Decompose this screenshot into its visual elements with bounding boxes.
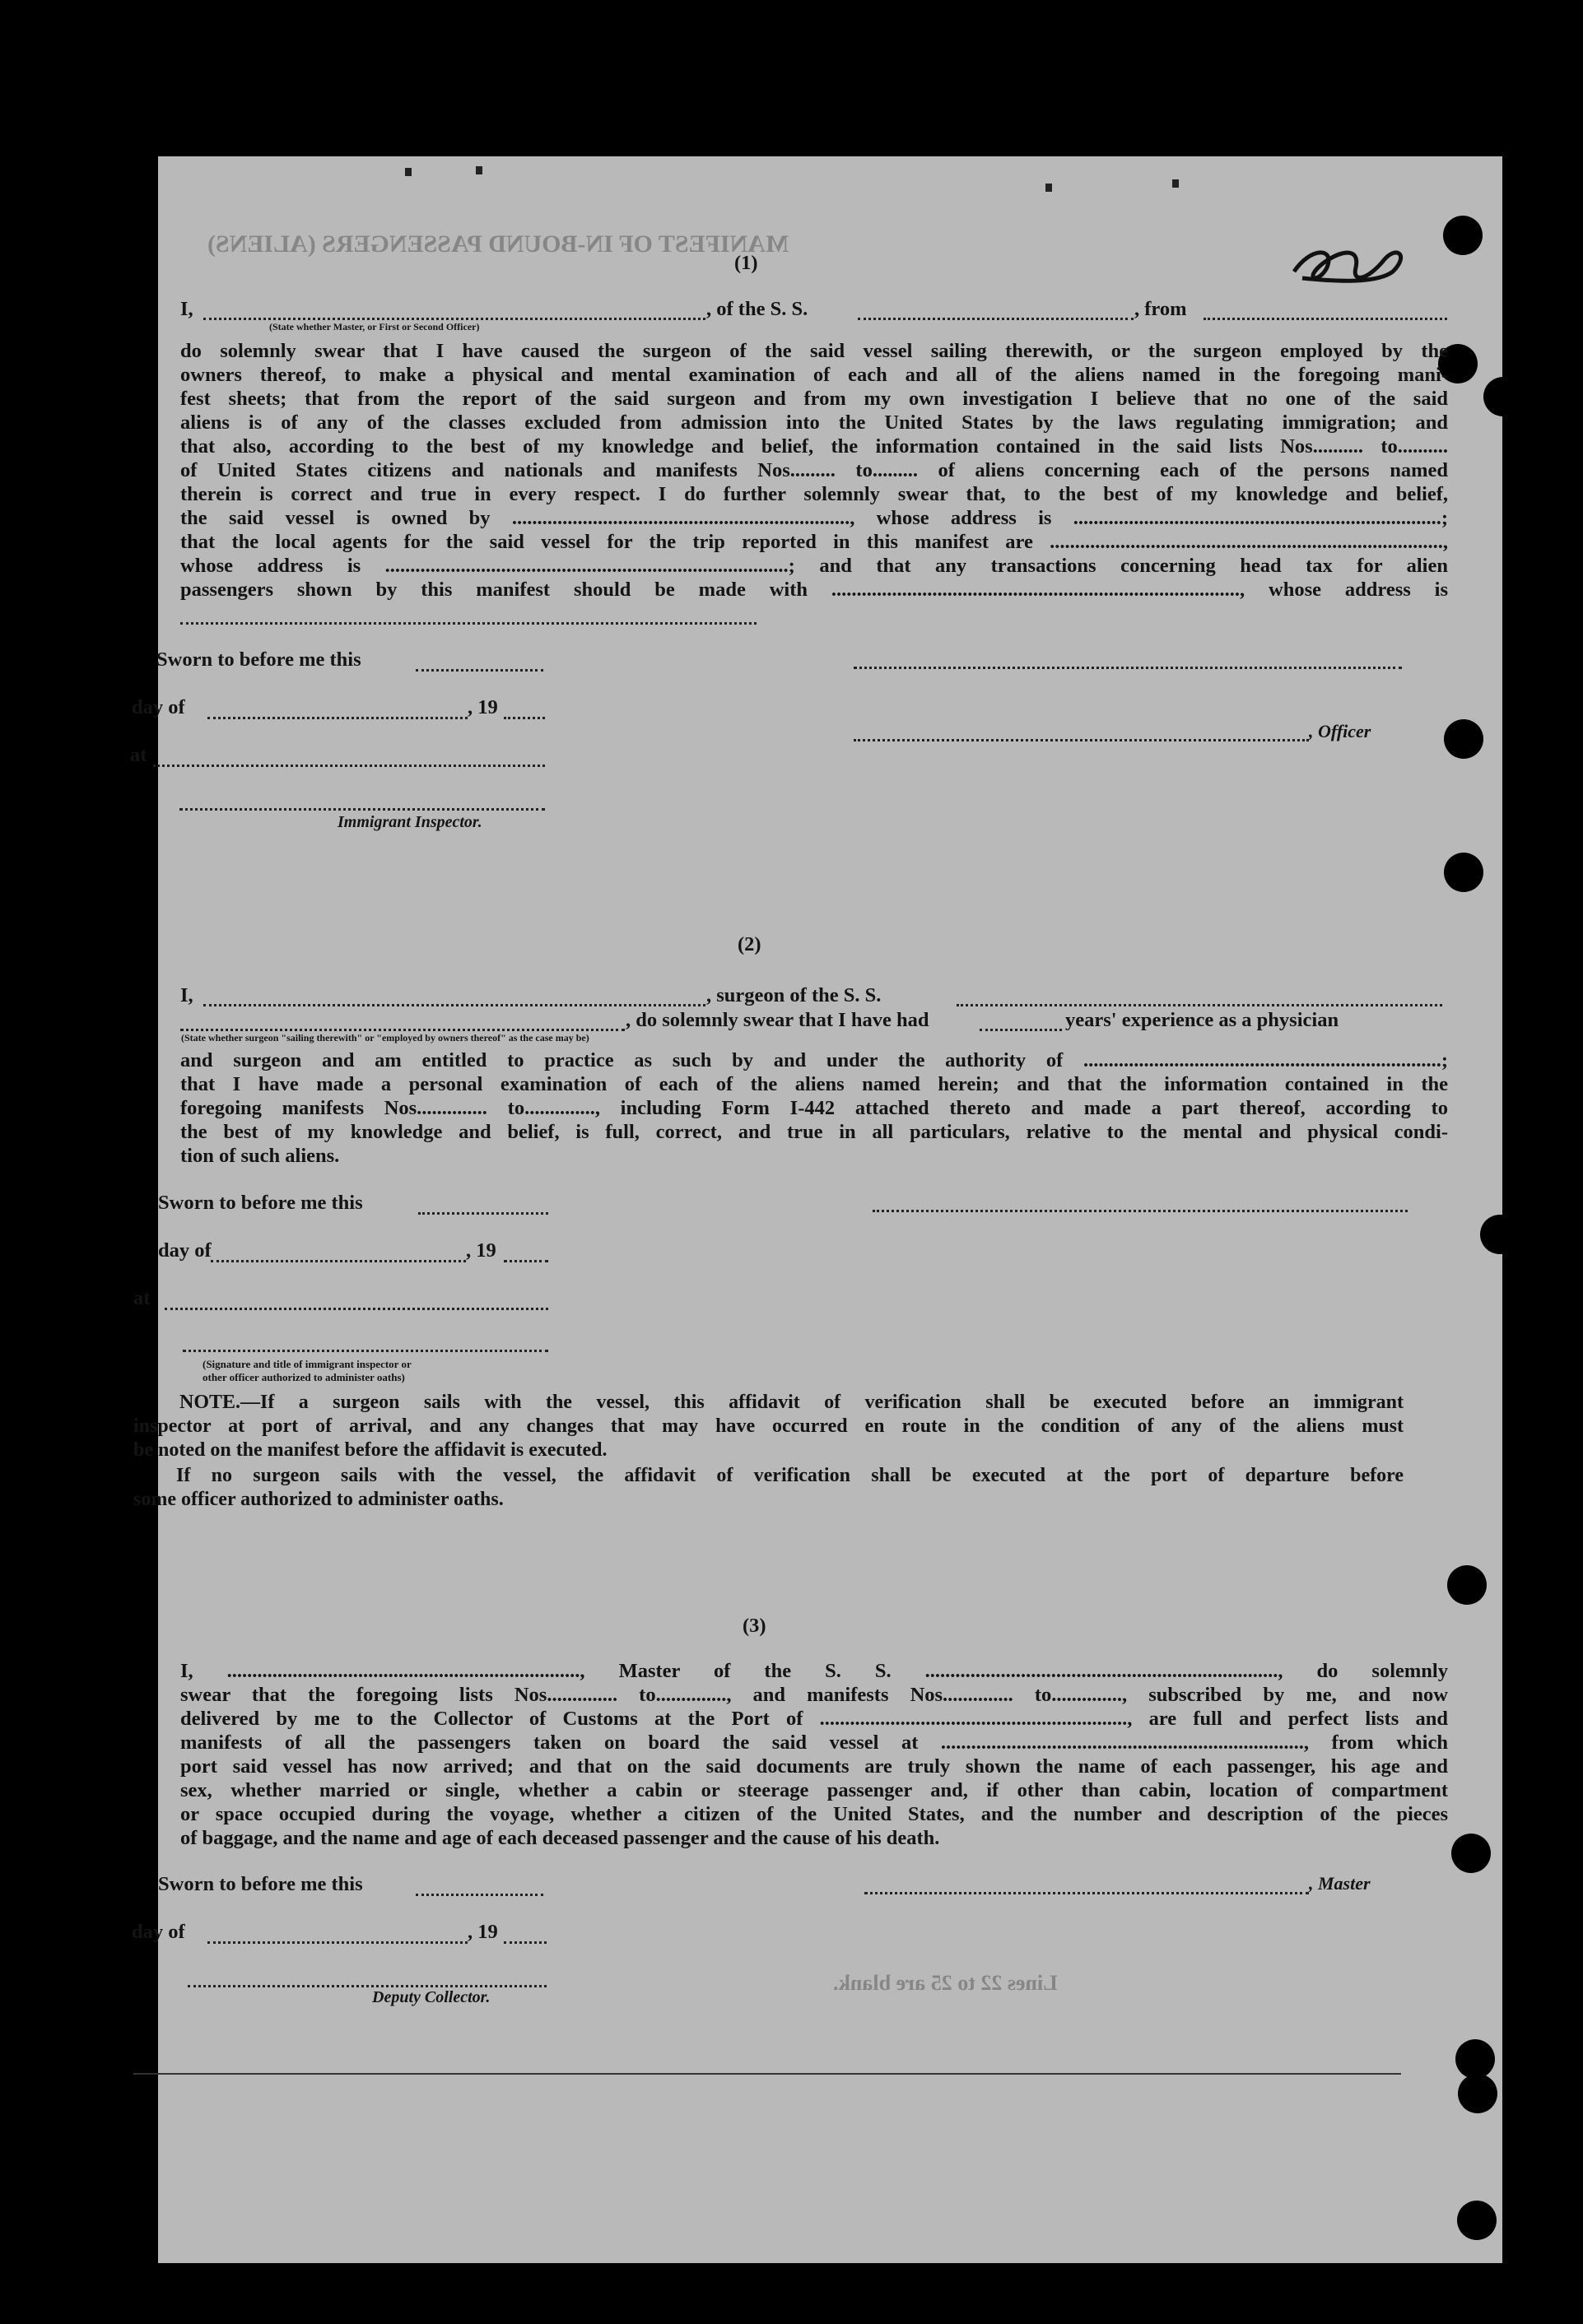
section-3-line: delivered by me to the Collector of Customs at the Port of ............................................................., are full and perfect lists and (180, 1708, 1448, 1730)
from-label: , from (1134, 298, 1187, 320)
month-blank-3 (207, 1941, 468, 1944)
section-1-line: that the local agents for the said vessel for the trip reported in this manifest are .............................................................................., (180, 531, 1448, 553)
officer-sig-blank-a (854, 667, 1402, 669)
note-line: NOTE.—If a surgeon sails with the vessel, this affidavit of verification shall be executed before an immigrant (179, 1392, 1404, 1413)
month-blank-1 (207, 717, 468, 719)
day-of-label-2: day of (158, 1239, 212, 1262)
section-3-line: swear that the foregoing lists Nos.............. to.............., and manifests Nos.............. to.............., subscribed by me, and now (180, 1684, 1448, 1706)
at-blank-2 (165, 1308, 548, 1310)
surgeon-note: (State whether surgeon "sailing therewith" or "employed by owners thereof" as the case may be) (181, 1032, 589, 1043)
section-1-line: passengers shown by this manifest should be made with ................................................................................., whose address is (180, 579, 1448, 601)
bleed-through-header: MANIFEST OF IN-BOUND PASSENGERS (ALIENS) (207, 230, 789, 258)
punch-hole-8 (1451, 1834, 1491, 1873)
section-3-line: or space occupied during the voyage, whether a citizen of the United States, and the number and description of the pieces (180, 1803, 1448, 1825)
ink-mark (405, 168, 412, 176)
punch-hole-6 (1480, 1215, 1520, 1254)
punch-hole-9 (1455, 2039, 1495, 2079)
section-2-line: tion of such aliens. (180, 1145, 340, 1167)
section-1-line: do solemnly swear that I have caused the surgeon of the said vessel sailing therewith, or the surgeon employed by the (180, 340, 1448, 362)
ink-mark (1172, 179, 1179, 188)
at-label-2: at (133, 1287, 151, 1309)
year-label-1: , 19 (468, 696, 498, 718)
ink-mark (476, 166, 482, 174)
year-label-2: , 19 (466, 1239, 496, 1262)
surgeon-sig-blank (873, 1210, 1408, 1212)
section-1-line: aliens is of any of the classes excluded from admission into the United States by the laws regulating immigration; and (180, 411, 1448, 434)
punch-hole-3 (1483, 377, 1523, 416)
at-blank-1 (153, 765, 545, 767)
ink-mark (1045, 184, 1052, 192)
note2-paragraph-cont (133, 1488, 1404, 1512)
note2-line: If no surgeon sails with the vessel, the affidavit of verification shall be executed at the port of departure before (176, 1465, 1404, 1486)
surgeon-vessel-blank (957, 1004, 1442, 1006)
deputy-sig-line (188, 1985, 547, 1987)
year-blank-1 (504, 717, 545, 719)
punch-hole-11 (1457, 2201, 1497, 2240)
note2-paragraph (176, 1464, 1404, 1488)
section-3-body (180, 1659, 1448, 1850)
sworn-label-1: Sworn to before me this (156, 648, 361, 671)
master-label: , Master (1309, 1873, 1371, 1894)
section-1-i: I, (180, 298, 193, 320)
month-blank-2 (211, 1260, 466, 1262)
bleed-through-note: Lines 22 to 25 are blank. (833, 1971, 1058, 1995)
years-blank (980, 1029, 1062, 1031)
master-sig-blank (864, 1892, 1309, 1894)
sworn-label-3: Sworn to before me this (158, 1873, 363, 1895)
punch-hole-4 (1444, 719, 1483, 759)
section-1-line: of United States citizens and nationals and manifests Nos......... to......... of aliens concerning each of the persons named (180, 459, 1448, 481)
surgeon-of-label: , surgeon of the S. S. (706, 984, 882, 1006)
officer-label: , Officer (1309, 721, 1371, 741)
year-label-3: , 19 (468, 1921, 498, 1943)
section-2-line: the best of my knowledge and belief, is full, correct, and true in all particulars, relative to the mental and physical condi- (180, 1121, 1448, 1143)
bottom-rule (133, 2073, 1401, 2075)
officer-blank (203, 318, 705, 320)
inspector-signature-line (179, 808, 545, 811)
officer-sig-blank-b (854, 739, 1309, 741)
vessel-name-blank (858, 318, 1134, 320)
section-1-line: the said vessel is owned by ..................................................................., whose address is .........................................................................; (180, 507, 1448, 529)
handwritten-initials (1286, 239, 1418, 288)
punch-hole-1 (1443, 216, 1483, 255)
section-2-line: foregoing manifests Nos.............. to.............., including Form I-442 attached thereto and made a part thereof, according to (180, 1097, 1448, 1119)
section-3-number: (3) (743, 1615, 766, 1637)
section-3-line: sex, whether married or single, whether a cabin or steerage passenger and, if other than cabin, location of compartment (180, 1779, 1448, 1801)
sworn-date-blank-3 (416, 1894, 543, 1896)
section-3-line: manifests of all the passengers taken on board the said vessel at ........................................................................, from which (180, 1731, 1448, 1754)
section-1-line: therein is correct and true in every respect. I do further solemnly swear that, to the best of my knowledge and belief, (180, 483, 1448, 505)
from-port-blank (1204, 318, 1447, 320)
at-label-1: at (130, 744, 147, 766)
of-the-ss-label: , of the S. S. (706, 298, 808, 320)
sworn-label-2: Sworn to before me this (158, 1192, 363, 1214)
section-2-number: (2) (738, 933, 761, 955)
section-2-i: I, (180, 984, 193, 1006)
surgeon-name-blank (203, 1004, 705, 1006)
section-2-line: and surgeon and am entitled to practice as such by and under the authority of .......................................................................; (180, 1049, 1448, 1071)
sig-note-line-1: (Signature and title of immigrant inspector or (203, 1358, 412, 1370)
deputy-collector-label: Deputy Collector. (372, 1988, 491, 2006)
inspector-sig-line-2 (183, 1350, 548, 1352)
section-2-line: that I have made a personal examination of each of the aliens named herein; and that the information contained in the (180, 1073, 1448, 1095)
section-1-number: (1) (734, 252, 758, 274)
section-1-line: fest sheets; that from the report of the said surgeon and from my own investigation I believe that no one of the said (180, 388, 1448, 410)
year-blank-2 (504, 1260, 548, 1262)
note-line: inspector at port of arrival, and any changes that may have occurred en route in the condition of any of the aliens must (133, 1415, 1404, 1437)
section-2-body (180, 1048, 1448, 1168)
surgeon-status-blank (180, 1029, 625, 1031)
section-1-body (180, 339, 1448, 602)
note-paragraph-cont (133, 1415, 1404, 1462)
section-1-line: whose address is ................................................................................; and that any transactions concerning head tax for alien (180, 555, 1448, 577)
year-blank-3 (504, 1941, 547, 1944)
officer-note: (State whether Master, or First or Second Officer) (269, 321, 480, 332)
sworn-date-blank-1 (416, 669, 543, 672)
sworn-date-blank-2 (418, 1212, 548, 1215)
swear-had-label: , do solemnly swear that I have had (626, 1009, 929, 1031)
day-of-label-3: day of (132, 1921, 185, 1943)
years-label: years' experience as a physician (1065, 1009, 1339, 1031)
sig-note-line-2: other officer authorized to administer oaths) (203, 1371, 405, 1383)
section-1-line: owners thereof, to make a physical and mental examination of each and all of the aliens named in the foregoing mani- (180, 364, 1448, 386)
note2-line: some officer authorized to administer oaths. (133, 1489, 504, 1510)
section-3-line: I, ......................................................................, Master of the S. S. ......................................................................, do solemnly (180, 1660, 1448, 1682)
note-paragraph (179, 1391, 1404, 1415)
section-3-line: port said vessel has now arrived; and that on the said documents are truly shown the name of each passenger, his age and (180, 1755, 1448, 1778)
punch-hole-7 (1447, 1565, 1487, 1605)
punch-hole-5 (1444, 853, 1483, 892)
punch-hole-10 (1458, 2074, 1497, 2113)
section-3-line: of baggage, and the name and age of each deceased passenger and the cause of his death. (180, 1827, 940, 1849)
note-line: be noted on the manifest before the affidavit is executed. (133, 1439, 608, 1461)
agent-address-blank (180, 622, 757, 625)
section-1-line: that also, according to the best of my knowledge and belief, the information contained in the said lists Nos.......... to.......... (180, 435, 1448, 458)
day-of-label-1: day of (132, 696, 185, 718)
immigrant-inspector-label: Immigrant Inspector. (338, 813, 482, 831)
